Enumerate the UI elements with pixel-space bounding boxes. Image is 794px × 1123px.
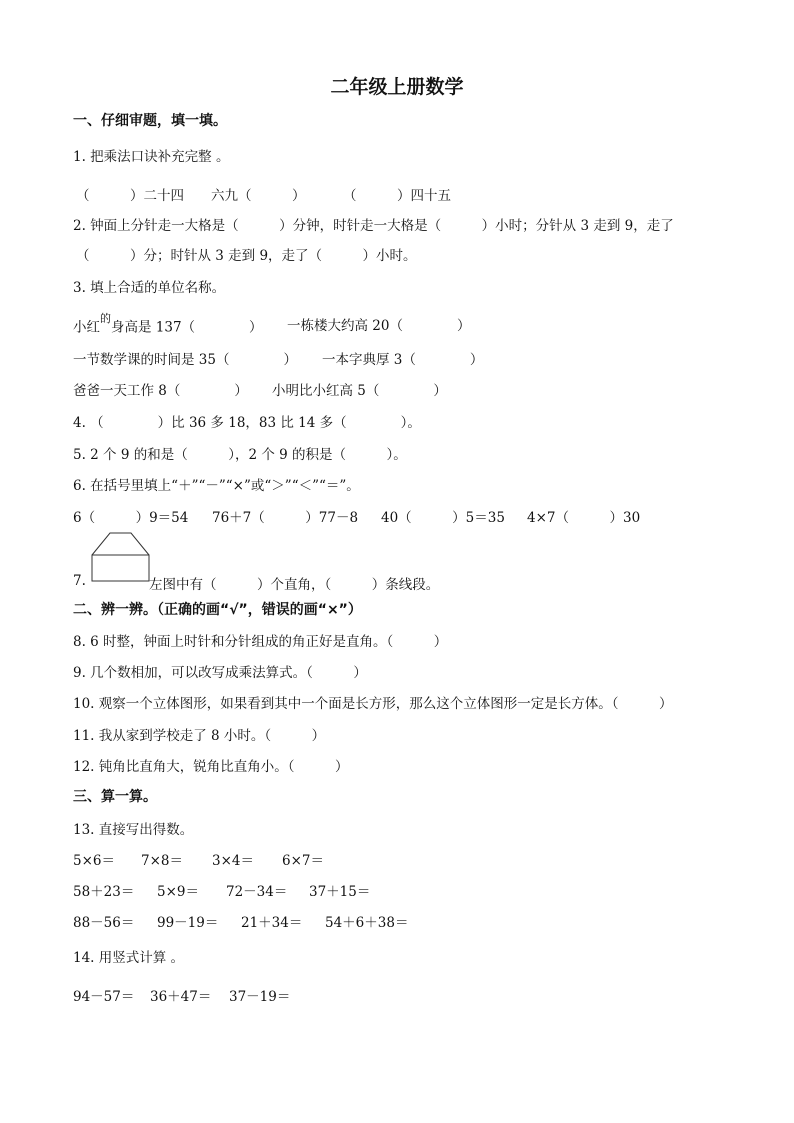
question-2-line-2: （ ）分；时针从 3 走到 9，走了（ ）小时。 (76, 248, 417, 264)
q13-r2-c3: 72－34＝ (226, 884, 288, 900)
q1-item-3: （ ）四十五 (343, 188, 451, 204)
q1-item-1: （ ）二十四 (76, 188, 184, 204)
house-roof (92, 533, 149, 555)
q13-r1-c3: 3×4＝ (212, 853, 254, 869)
question-11: 11. 我从家到学校走了 8 小时。（ ） (73, 728, 326, 744)
question-8: 8. 6 时整，钟面上时针和分针组成的角正好是直角。（ ） (73, 634, 448, 650)
q3-row1-a-post: 身高是 137（ ） (111, 319, 263, 336)
q13-r1-c1: 5×6＝ (73, 853, 115, 869)
question-7: 左图中有（ ）个直角，（ ）条线段。 (149, 577, 440, 593)
question-7-number: 7. (73, 573, 86, 589)
question-10: 10. 观察一个立体图形，如果看到其中一个面是长方形，那么这个立体图形一定是长方体。（ ） (73, 696, 673, 712)
q14-item-3: 37－19＝ (229, 989, 291, 1005)
house-shape-figure (91, 531, 151, 583)
q6-item-1: 6（ ）9＝54 (73, 510, 189, 526)
q1-item-2: 六九（ ） (211, 188, 306, 204)
section-1-heading: 一、仔细审题，填一填。 (73, 113, 227, 129)
question-13: 13. 直接写出得数。 (73, 822, 194, 838)
q14-item-1: 94－57＝ (73, 989, 135, 1005)
q13-r1-c4: 6×7＝ (282, 853, 324, 869)
q13-r2-c2: 5×9＝ (157, 884, 199, 900)
q13-r1-c2: 7×8＝ (141, 853, 183, 869)
q13-r3-c3: 21＋34＝ (241, 915, 303, 931)
question-6: 6. 在括号里填上“＋”“－”“×”或“＞”“＜”“＝”。 (73, 478, 360, 494)
q6-item-2: 76＋7（ ）77－8 (212, 510, 359, 526)
q3-row2-b: 一本字典厚 3（ ） (322, 352, 484, 368)
page-title: 二年级上册数学 (330, 76, 464, 98)
q6-item-3: 40（ ）5＝35 (381, 510, 505, 526)
q6-item-4: 4×7（ ）30 (527, 510, 641, 526)
question-4: 4. （ ）比 36 多 18，83 比 14 多（ ）。 (73, 415, 421, 431)
question-9: 9. 几个数相加，可以改写成乘法算式。（ ） (73, 665, 367, 681)
q13-r2-c4: 37＋15＝ (309, 884, 371, 900)
q13-r3-c4: 54＋6＋38＝ (325, 915, 409, 931)
q3-row1-a-pre: 小红 (73, 319, 100, 336)
question-5: 5. 2 个 9 的和是（ ），2 个 9 的积是（ ）。 (73, 447, 407, 463)
question-2-line-1: 2. 钟面上分针走一大格是（ ）分钟，时针走一大格是（ ）小时；分针从 3 走到 9，走了 (73, 218, 674, 234)
q13-r3-c2: 99－19＝ (157, 915, 219, 931)
section-2-heading: 二、辨一辨。（正确的画“√”，错误的画“×”） (73, 602, 362, 618)
q3-row3-b: 小明比小红高 5（ ） (272, 383, 447, 399)
question-14: 14. 用竖式计算 。 (73, 950, 185, 966)
q3-row1-a (73, 314, 263, 336)
house-base (92, 555, 149, 581)
question-1: 1. 把乘法口诀补充完整 。 (73, 149, 230, 165)
question-3: 3. 填上合适的单位名称。 (73, 280, 226, 296)
q3-row2-a: 一节数学课的时间是 35（ ） (73, 352, 297, 368)
question-12: 12. 钝角比直角大，锐角比直角小。（ ） (73, 759, 349, 775)
q14-item-2: 36＋47＝ (150, 989, 212, 1005)
q13-r3-c1: 88－56＝ (73, 915, 135, 931)
q3-row1-a-sup: 的 (100, 312, 111, 325)
section-3-heading: 三、算一算。 (73, 789, 157, 805)
q13-r2-c1: 58＋23＝ (73, 884, 135, 900)
q3-row1-b: 一栋楼大约高 20（ ） (287, 318, 471, 334)
q3-row3-a: 爸爸一天工作 8（ ） (73, 383, 248, 399)
